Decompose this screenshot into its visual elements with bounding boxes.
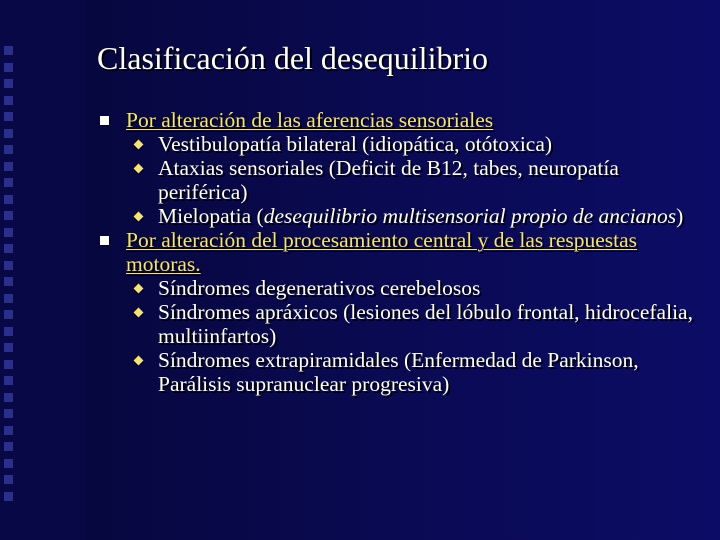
sub-item <box>96 156 708 204</box>
sub-item-label: Vestibulopatía bilateral (idiopática, otótoxica) <box>158 132 553 156</box>
decorative-square <box>4 442 13 451</box>
slide-content <box>96 108 708 396</box>
decorative-square <box>4 63 13 72</box>
sub-item-label: Síndromes degenerativos cerebelosos <box>158 276 481 300</box>
list-item-procesamiento <box>96 228 708 276</box>
decorative-square <box>4 162 13 171</box>
decorative-square <box>4 195 13 204</box>
decorative-square <box>4 96 13 105</box>
decorative-square <box>4 79 13 88</box>
list-item-aferencias <box>96 108 708 132</box>
decorative-squares <box>4 46 20 508</box>
square-bullet-icon <box>100 116 109 125</box>
sub-item-label: Síndromes apráxicos (lesiones del lóbulo frontal, hidrocefalia, multiinfartos) <box>158 300 693 348</box>
sub-item-label-suffix: ) <box>676 204 684 228</box>
decorative-square <box>4 360 13 369</box>
sub-item-label: Ataxias sensoriales (Deficit de B12, tabes, neuropatía periférica) <box>158 156 619 204</box>
decorative-square <box>4 145 13 154</box>
decorative-square <box>4 409 13 418</box>
sub-item <box>96 204 708 228</box>
decorative-square <box>4 277 13 286</box>
decorative-square <box>4 244 13 253</box>
sub-item <box>96 276 708 300</box>
decorative-square <box>4 376 13 385</box>
decorative-square <box>4 492 13 501</box>
decorative-square <box>4 129 13 138</box>
slide-title: Clasificación del desequilibrio <box>97 40 488 76</box>
square-bullet-icon <box>100 236 109 245</box>
list-item-label: Por alteración de las aferencias sensoriales <box>126 108 494 132</box>
sub-item <box>96 300 708 348</box>
decorative-square <box>4 294 13 303</box>
decorative-square <box>4 112 13 121</box>
diamond-bullet-icon <box>134 212 144 222</box>
decorative-square <box>4 211 13 220</box>
decorative-square <box>4 393 13 402</box>
diamond-bullet-icon <box>134 140 144 150</box>
left-decorative-strip <box>0 0 86 540</box>
sub-item-label: Síndromes extrapiramidales (Enfermedad de Parkinson, Parálisis supranuclear progresiva) <box>158 348 639 396</box>
diamond-bullet-icon <box>134 356 144 366</box>
sub-list-aferencias <box>96 132 708 228</box>
diamond-bullet-icon <box>134 308 144 318</box>
diamond-bullet-icon <box>134 164 144 174</box>
decorative-square <box>4 459 13 468</box>
decorative-square <box>4 261 13 270</box>
sub-item-label-prefix: Mielopatia ( <box>158 204 264 228</box>
decorative-square <box>4 327 13 336</box>
decorative-square <box>4 475 13 484</box>
decorative-square <box>4 46 13 55</box>
decorative-square <box>4 178 13 187</box>
diamond-bullet-icon <box>134 284 144 294</box>
list-item-label: Por alteración del procesamiento central y de las respuestas motoras. <box>126 228 638 276</box>
decorative-square <box>4 310 13 319</box>
decorative-square <box>4 426 13 435</box>
sub-item-label-italic: desequilibrio multisensorial propio de ancianos <box>263 204 677 228</box>
decorative-square <box>4 228 13 237</box>
sub-list-procesamiento <box>96 276 708 396</box>
decorative-square <box>4 343 13 352</box>
sub-item <box>96 348 708 396</box>
sub-item <box>96 132 708 156</box>
